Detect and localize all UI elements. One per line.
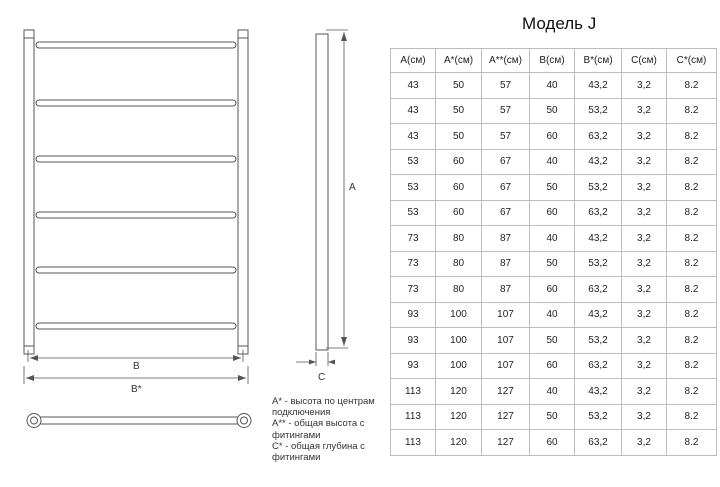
header-b-star: В*(см) (575, 49, 622, 73)
table-cell: 67 (482, 200, 530, 226)
table-cell: 50 (530, 251, 575, 277)
table-cell: 3,2 (622, 353, 667, 379)
table-cell: 8.2 (667, 353, 717, 379)
table-cell: 73 (391, 277, 436, 303)
table-cell: 3,2 (622, 73, 667, 99)
table-cell: 113 (391, 379, 436, 405)
table-cell: 3,2 (622, 302, 667, 328)
label-b: B (133, 361, 140, 372)
table-cell: 53 (391, 149, 436, 175)
table-cell: 63,2 (575, 277, 622, 303)
table-cell: 100 (436, 353, 482, 379)
table-cell: 8.2 (667, 328, 717, 354)
table-cell: 8.2 (667, 430, 717, 456)
table-cell: 53 (391, 175, 436, 201)
table-row (391, 226, 717, 252)
table-cell: 67 (482, 149, 530, 175)
table-cell: 73 (391, 226, 436, 252)
table-cell: 50 (530, 175, 575, 201)
table-cell: 50 (530, 404, 575, 430)
table-cell: 100 (436, 328, 482, 354)
label-a: A (349, 182, 356, 193)
table-cell: 127 (482, 379, 530, 405)
table-cell: 107 (482, 353, 530, 379)
table-row (391, 124, 717, 150)
right-post-cap-top (238, 30, 248, 38)
table-cell: 53,2 (575, 98, 622, 124)
table-cell: 53,2 (575, 328, 622, 354)
table-cell: 113 (391, 404, 436, 430)
rung (36, 267, 236, 273)
header-c: С(см) (622, 49, 667, 73)
table-row (391, 353, 717, 379)
table-cell: 57 (482, 124, 530, 150)
table-cell: 43 (391, 73, 436, 99)
table-cell: 40 (530, 379, 575, 405)
table-row (391, 251, 717, 277)
table-cell: 50 (436, 73, 482, 99)
table-row (391, 277, 717, 303)
rung (36, 212, 236, 218)
table-cell: 80 (436, 251, 482, 277)
table-row (391, 430, 717, 456)
table-cell: 3,2 (622, 379, 667, 405)
header-b: В(см) (530, 49, 575, 73)
note-c-star: C* - общая глубина с фитингами (272, 440, 365, 464)
table-cell: 120 (436, 379, 482, 405)
spec-table (390, 48, 717, 456)
table-cell: 50 (530, 328, 575, 354)
table-cell: 3,2 (622, 124, 667, 150)
table-cell: 3,2 (622, 149, 667, 175)
table-cell: 3,2 (622, 328, 667, 354)
table-cell: 43,2 (575, 379, 622, 405)
top-view-bar (34, 417, 244, 424)
table-cell: 63,2 (575, 200, 622, 226)
table-cell: 8.2 (667, 73, 717, 99)
table-cell: 60 (530, 277, 575, 303)
table-cell: 60 (436, 200, 482, 226)
table-cell: 50 (436, 98, 482, 124)
table-cell: 40 (530, 73, 575, 99)
table-cell: 80 (436, 226, 482, 252)
table-row (391, 404, 717, 430)
table-cell: 8.2 (667, 175, 717, 201)
table-cell: 100 (436, 302, 482, 328)
table-cell: 87 (482, 277, 530, 303)
rung (36, 156, 236, 162)
table-cell: 8.2 (667, 404, 717, 430)
notes (272, 396, 392, 463)
table-cell: 87 (482, 226, 530, 252)
table-cell: 8.2 (667, 277, 717, 303)
table-cell: 40 (530, 149, 575, 175)
note-a-double-star: A** - общая высота с фитингами (272, 418, 365, 441)
table-cell: 73 (391, 251, 436, 277)
left-post-cap-bottom (24, 346, 34, 354)
rung (36, 100, 236, 106)
table-cell: 107 (482, 302, 530, 328)
table-cell: 80 (436, 277, 482, 303)
table-cell: 40 (530, 226, 575, 252)
table-cell: 3,2 (622, 200, 667, 226)
table-cell: 60 (530, 430, 575, 456)
table-cell: 3,2 (622, 226, 667, 252)
table-cell: 53,2 (575, 175, 622, 201)
rung (36, 323, 236, 329)
table-cell: 63,2 (575, 430, 622, 456)
page-title: Модель J (522, 14, 597, 33)
table-cell: 8.2 (667, 98, 717, 124)
table-cell: 50 (530, 98, 575, 124)
table-cell: 93 (391, 328, 436, 354)
table-row (391, 149, 717, 175)
table-cell: 53 (391, 200, 436, 226)
table-cell: 3,2 (622, 251, 667, 277)
table-cell: 3,2 (622, 98, 667, 124)
label-c: C (318, 372, 326, 383)
table-row (391, 302, 717, 328)
table-cell: 8.2 (667, 251, 717, 277)
left-post-cap-top (24, 30, 34, 38)
table-cell: 93 (391, 302, 436, 328)
left-post (24, 36, 34, 348)
table-cell: 60 (436, 175, 482, 201)
table-cell: 53,2 (575, 404, 622, 430)
side-view-post (316, 34, 328, 350)
table-cell: 43 (391, 98, 436, 124)
header-a-star: А*(см) (436, 49, 482, 73)
table-cell: 8.2 (667, 200, 717, 226)
table-cell: 43,2 (575, 226, 622, 252)
table-cell: 8.2 (667, 149, 717, 175)
table-row (391, 200, 717, 226)
table-cell: 8.2 (667, 379, 717, 405)
table-row (391, 73, 717, 99)
table-cell: 60 (530, 353, 575, 379)
table-cell: 67 (482, 175, 530, 201)
table-cell: 43 (391, 124, 436, 150)
right-post (238, 36, 248, 348)
table-row (391, 98, 717, 124)
table-cell: 60 (530, 124, 575, 150)
table-cell: 43,2 (575, 302, 622, 328)
table-cell: 127 (482, 430, 530, 456)
note-a-star: A* - высота по центрам подключения (272, 396, 375, 419)
table-cell: 60 (436, 149, 482, 175)
header-c-star: С*(см) (667, 49, 717, 73)
table-cell: 43,2 (575, 73, 622, 99)
table-cell: 87 (482, 251, 530, 277)
table-header-row (391, 49, 717, 73)
table-cell: 63,2 (575, 353, 622, 379)
rung (36, 42, 236, 48)
table-cell: 120 (436, 404, 482, 430)
table-cell: 60 (530, 200, 575, 226)
table-cell: 127 (482, 404, 530, 430)
table-cell: 113 (391, 430, 436, 456)
table-cell: 3,2 (622, 277, 667, 303)
table-row (391, 175, 717, 201)
table-cell: 120 (436, 430, 482, 456)
header-a-double-star: А**(см) (482, 49, 530, 73)
table-cell: 107 (482, 328, 530, 354)
table-cell: 3,2 (622, 175, 667, 201)
table-cell: 53,2 (575, 251, 622, 277)
table-cell: 63,2 (575, 124, 622, 150)
table-row (391, 328, 717, 354)
table-cell: 8.2 (667, 302, 717, 328)
table-cell: 57 (482, 98, 530, 124)
table-row (391, 379, 717, 405)
table-cell: 50 (436, 124, 482, 150)
label-b-star: B* (131, 384, 142, 395)
table-cell: 40 (530, 302, 575, 328)
table-cell: 43,2 (575, 149, 622, 175)
header-a: А(см) (391, 49, 436, 73)
table-cell: 57 (482, 73, 530, 99)
table-cell: 8.2 (667, 226, 717, 252)
table-cell: 8.2 (667, 124, 717, 150)
table-cell: 93 (391, 353, 436, 379)
table-cell: 3,2 (622, 430, 667, 456)
table-cell: 3,2 (622, 404, 667, 430)
